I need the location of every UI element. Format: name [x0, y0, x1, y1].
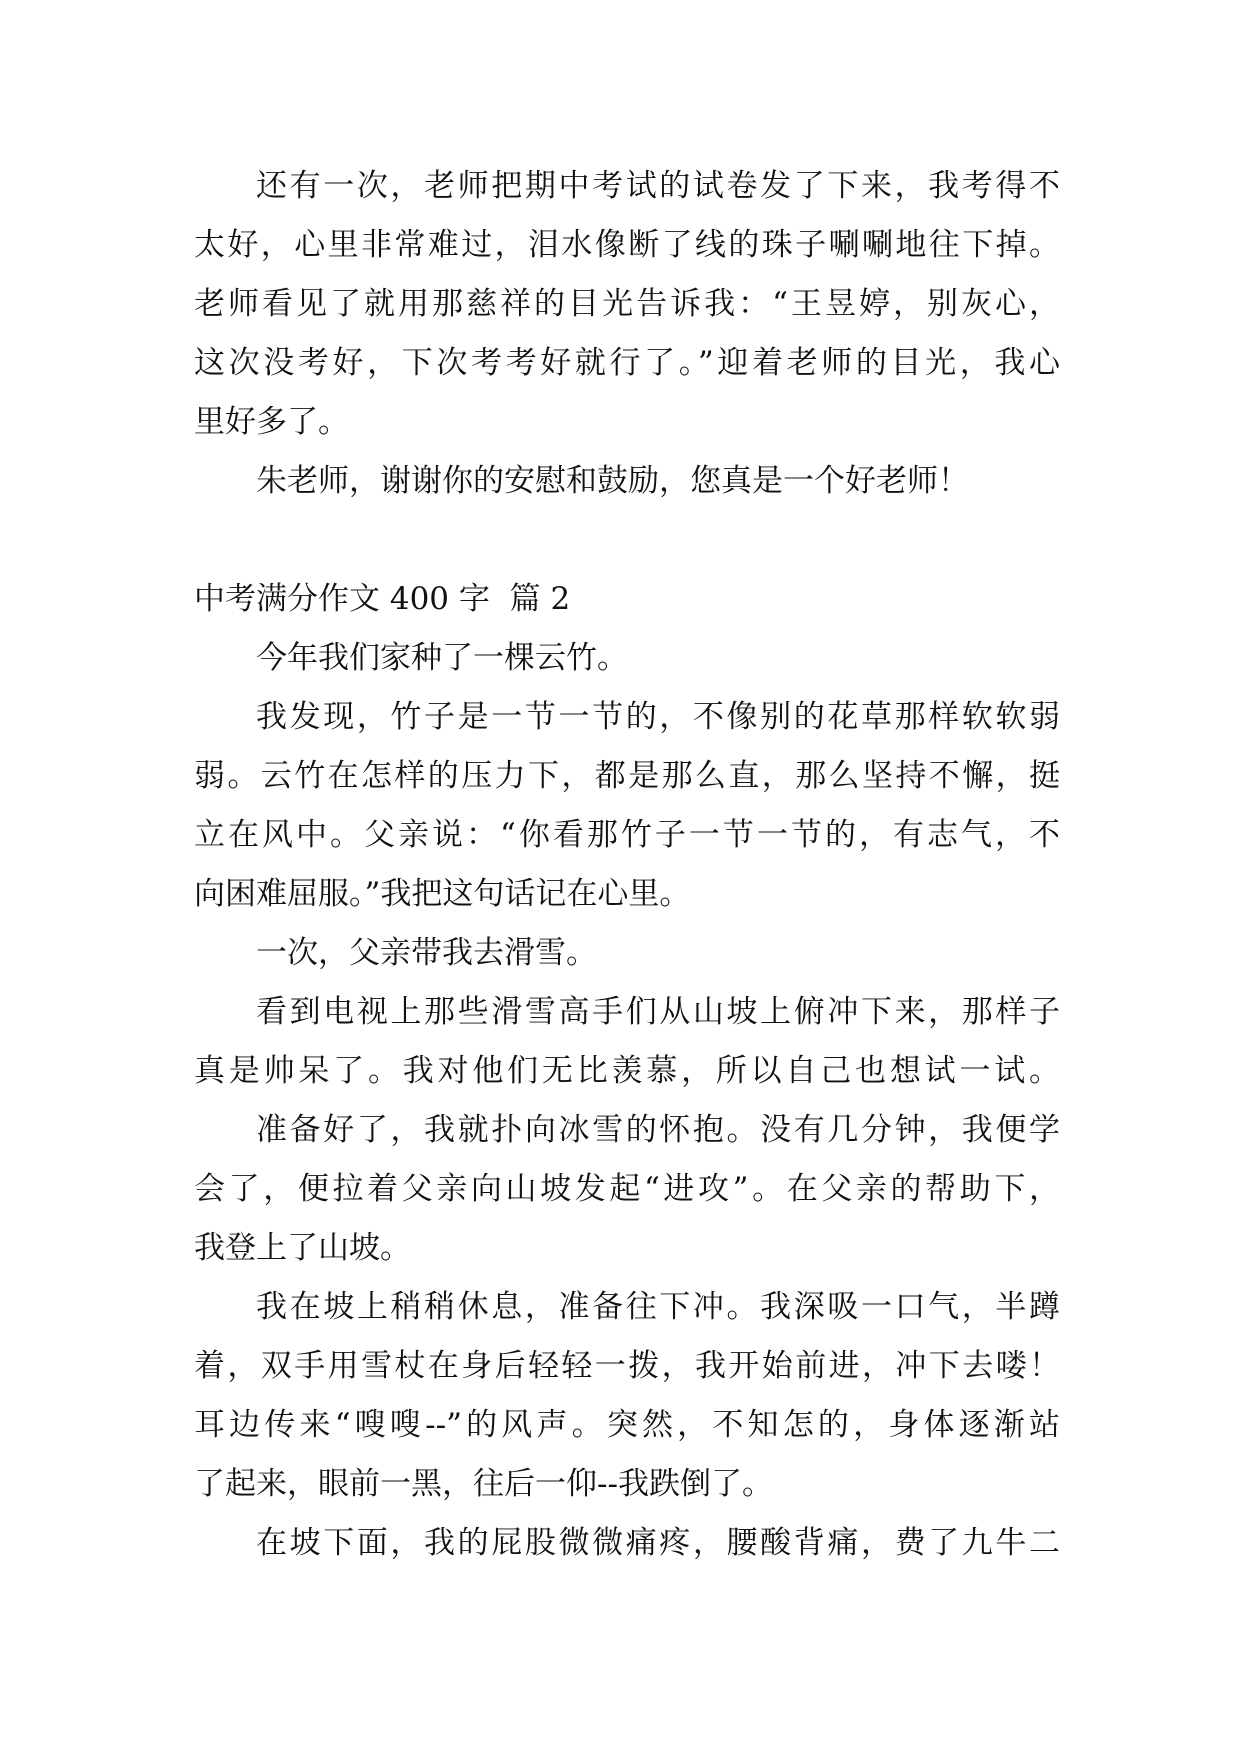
- text-line: 这次没考好，下次考考好就行了。”迎着老师的目光，我心: [194, 345, 1060, 381]
- text-line: 今年我们家种了一棵云竹。: [256, 640, 628, 676]
- paragraph: [194, 1278, 1060, 1514]
- text-line: 看到电视上那些滑雪高手们从山坡上俯冲下来，那样子: [256, 994, 1060, 1030]
- text-line: 太好，心里非常难过，泪水像断了线的珠子唰唰地往下掉。: [194, 227, 1060, 263]
- text-line: 一次，父亲带我去滑雪。: [256, 935, 597, 971]
- text-line: 准备好了，我就扑向冰雪的怀抱。没有几分钟，我便学: [256, 1112, 1060, 1148]
- paragraph: [194, 983, 1060, 1101]
- text-line: 里好多了。: [194, 404, 349, 440]
- paragraph: [194, 1514, 1060, 1573]
- text-line: 向困难屈服。”我把这句话记在心里。: [194, 876, 691, 912]
- text-line: 真是帅呆了。我对他们无比羡慕，所以自己也想试一试。: [194, 1053, 1060, 1089]
- text-line: 我在坡上稍稍休息，准备往下冲。我深吸一口气，半蹲: [256, 1289, 1060, 1325]
- blank-line: [194, 511, 1060, 570]
- paragraph: [194, 924, 1060, 983]
- text-line: 老师看见了就用那慈祥的目光告诉我：“王昱婷，别灰心，: [194, 286, 1060, 322]
- text-line: 还有一次，老师把期中考试的试卷发了下来，我考得不: [256, 168, 1060, 204]
- text-line: 了起来，眼前一黑，往后一仰--我跌倒了。: [194, 1466, 773, 1502]
- text-line: 我发现，竹子是一节一节的，不像别的花草那样软软弱: [256, 699, 1060, 735]
- document-body: [194, 157, 1060, 1573]
- text-line: 朱老师，谢谢你的安慰和鼓励，您真是一个好老师！: [256, 463, 969, 499]
- text-line: 耳边传来“嗖嗖--”的风声。突然，不知怎的，身体逐渐站: [194, 1407, 1060, 1443]
- text-line: 我登上了山坡。: [194, 1230, 411, 1266]
- text-line: 立在风中。父亲说：“你看那竹子一节一节的，有志气，不: [194, 817, 1060, 853]
- paragraph: [194, 629, 1060, 688]
- paragraph: [194, 688, 1060, 924]
- text-line: 着，双手用雪杖在身后轻轻一拨，我开始前进，冲下去喽！: [194, 1348, 1060, 1384]
- paragraph: [194, 157, 1060, 452]
- text-line: 会了，便拉着父亲向山坡发起“进攻”。在父亲的帮助下，: [194, 1171, 1060, 1207]
- paragraph: [194, 452, 1060, 511]
- section-heading: 中考满分作文 400 字 篇 2: [194, 581, 571, 617]
- text-line: 弱。云竹在怎样的压力下，都是那么直，那么坚持不懈，挺: [194, 758, 1060, 794]
- text-line: 在坡下面，我的屁股微微痛疼，腰酸背痛，费了九牛二: [256, 1525, 1060, 1561]
- paragraph: [194, 1101, 1060, 1278]
